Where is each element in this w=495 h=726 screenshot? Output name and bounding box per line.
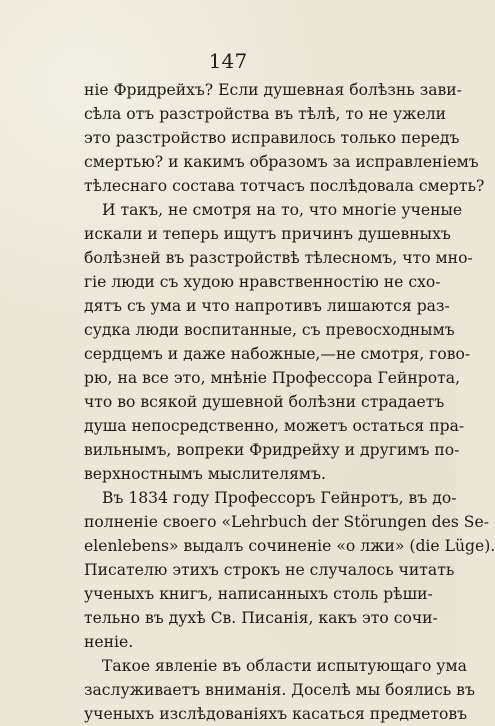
text-line: elenlebens» выдалъ сочиненіе «о лжи» (die Lüge). xyxy=(84,537,495,555)
text-line: судка люди воспитанные, съ превосходнымъ xyxy=(84,321,455,339)
text-line: что во всякой душевной болѣзни страдаетъ xyxy=(84,393,445,411)
text-line: сердцемъ и даже набожные,—не смотря, гово- xyxy=(84,345,471,363)
text-line: рю, на все это, мнѣніе Профессора Гейнрота, xyxy=(84,369,461,387)
text-line: тельно въ духѣ Св. Писанія, какъ это сочи- xyxy=(84,609,438,627)
text-line: дятъ съ ума и что напротивъ лишаются раз- xyxy=(84,297,450,315)
text-line: верхностнымъ мыслителямъ. xyxy=(84,465,326,483)
text-line: Такое явленіе въ области испытующаго ума xyxy=(102,657,467,675)
text-line: Писателю этихъ строкъ не случалось читать xyxy=(84,561,455,579)
text-line: смертью? и какимъ образомъ за исправленіемъ xyxy=(84,153,479,171)
text-line: ученыхъ книгъ, написанныхъ столь рѣши- xyxy=(84,585,433,603)
text-line: это разстройство исправилось только передъ xyxy=(84,129,460,147)
text-line: тѣлеснаго состава тотчасъ послѣдовала смерть? xyxy=(84,177,485,195)
text-line: сѣла отъ разстройства въ тѣлѣ, то не ужели xyxy=(84,105,446,123)
text-line: болѣзней въ разстройствѣ тѣлесномъ, что мно- xyxy=(84,249,473,267)
text-line: ніе Фридрейхъ? Если душевная болѣзнь зави- xyxy=(84,81,462,99)
text-line: неніе. xyxy=(84,633,134,651)
text-line: заслуживаетъ вниманія. Доселѣ мы боялись въ xyxy=(84,681,475,699)
page-text xyxy=(84,78,495,726)
text-line: И такъ, не смотря на то, что многіе ученые xyxy=(102,201,463,219)
text-line: искали и теперь ищутъ причинъ душевныхъ xyxy=(84,225,451,243)
text-line: ученыхъ изслѣдованіяхъ касаться предметовъ xyxy=(84,705,468,723)
text-line: вильнымъ, вопреки Фридрейху и другимъ по- xyxy=(84,441,460,459)
text-line: гіе люди съ худою нравственностію не схо- xyxy=(84,273,441,291)
text-line: душа непосредственно, можетъ остаться пра- xyxy=(84,417,465,435)
text-line: Въ 1834 году Профессоръ Гейнротъ, въ до- xyxy=(102,489,457,507)
page-number: 147 xyxy=(208,49,248,73)
text-line: полненіе своего «Lehrbuch der Störungen des Se- xyxy=(84,513,489,531)
